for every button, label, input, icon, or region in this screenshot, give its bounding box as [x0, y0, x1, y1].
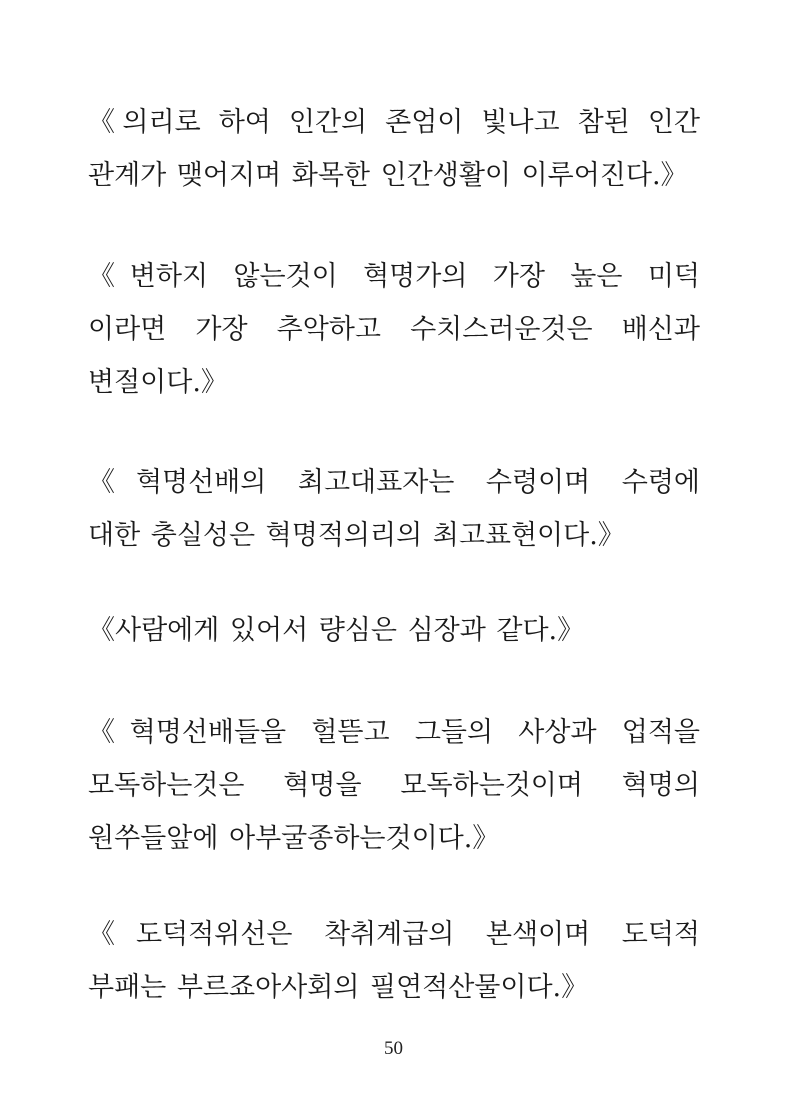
- quote-line: 변절이다.》: [88, 367, 228, 398]
- quote-line: 관계가 맺어지며 화목한 인간생활이 이루어진다.》: [88, 160, 688, 191]
- quote-paragraph: [88, 250, 700, 409]
- quote-paragraph: [88, 96, 700, 202]
- quote-paragraph: [88, 706, 700, 865]
- quote-line: 《혁명선배들을 헐뜯고 그들의 사상과 업적을: [88, 717, 700, 748]
- quote-line: 이라면 가장 추악하고 수치스러운것은 배신과: [88, 314, 700, 345]
- quote-line: 《혁명선배의 최고대표자는 수령이며 수령에: [88, 467, 700, 498]
- quote-line: 대한 충실성은 혁명적의리의 최고표현이다.》: [88, 520, 625, 551]
- page-number: 50: [384, 1038, 403, 1059]
- quote-line: 《변하지 않는것이 혁명가의 가장 높은 미덕: [88, 261, 700, 292]
- quote-line: 원쑤들앞에 아부굴종하는것이다.》: [88, 823, 500, 854]
- quote-paragraph: [88, 908, 700, 1014]
- quote-paragraph: [88, 604, 700, 657]
- quote-line: 모독하는것은 혁명을 모독하는것이며 혁명의: [88, 770, 700, 801]
- quote-line: 《사람에게 있어서 량심은 심장과 같다.》: [88, 615, 585, 646]
- quote-line: 부패는 부르죠아사회의 필연적산물이다.》: [88, 972, 589, 1003]
- quote-line: 《도덕적위선은 착취계급의 본색이며 도덕적: [88, 919, 700, 950]
- quote-line: 《의리로 하여 인간의 존엄이 빛나고 참된 인간: [88, 107, 700, 138]
- quote-paragraph: [88, 456, 700, 562]
